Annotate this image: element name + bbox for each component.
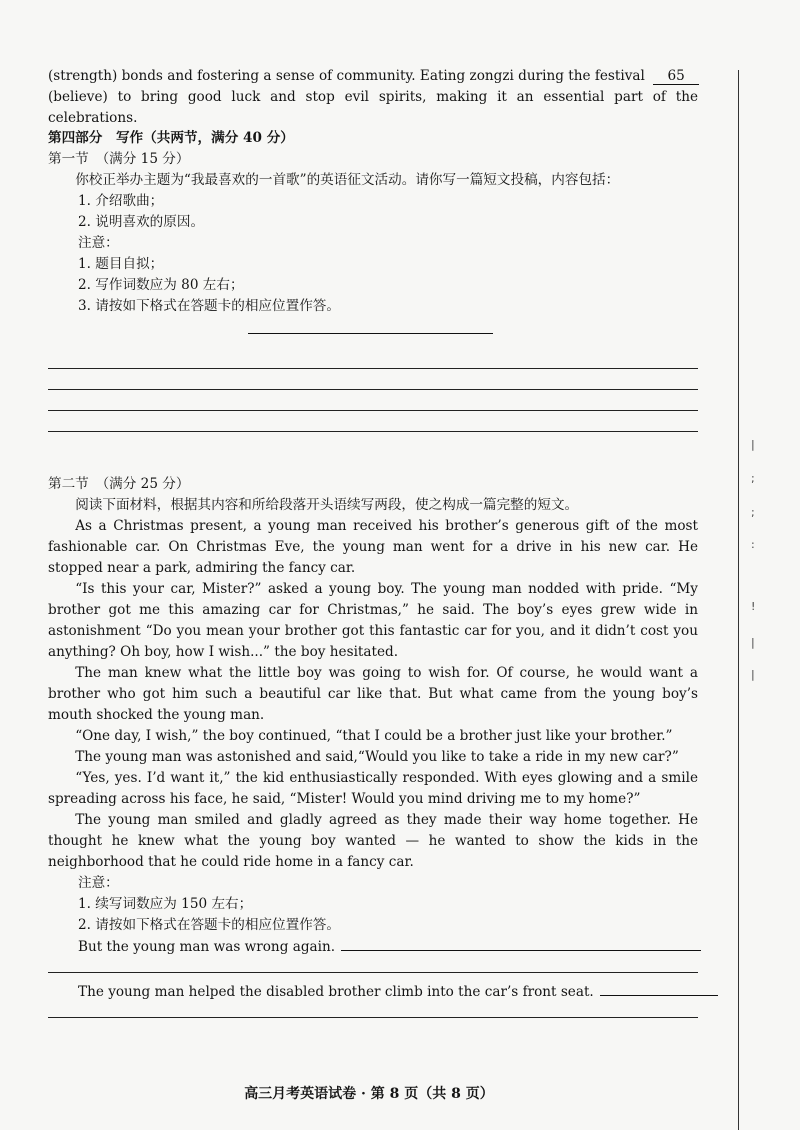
page-footer: 高三月考英语试卷 · 第 8 页（共 8 页） <box>244 1086 494 1102</box>
section2-heading: 第二节 （满分 25 分） <box>48 476 190 492</box>
story-paragraph: The young man smiled and gladly agreed as they made their way home together. He thought he knew what the young boy wanted — he wanted to show the kids in the neighborhood that he could ride home in a fancy car. <box>48 812 698 870</box>
reading-line-1: (strength) bonds and fostering a sense of community. Eating zongzi during the festival <box>48 68 645 84</box>
paragraph-start-1: But the young man was wrong again. <box>78 939 336 955</box>
notice-label: 注意： <box>78 875 119 891</box>
continuation-line[interactable] <box>600 981 718 996</box>
section1-item: 1. 介绍歌曲； <box>78 193 164 209</box>
margin-mark: ; <box>751 472 755 485</box>
margin-mark: | <box>751 636 755 649</box>
part4-heading: 第四部分 写作（共两节，满分 40 分） <box>48 130 294 146</box>
margin-mark: ; <box>751 506 755 519</box>
margin-mark: : <box>751 538 755 551</box>
section1-note: 3. 请按如下格式在答题卡的相应位置作答。 <box>78 298 340 314</box>
part4-writing <box>48 128 698 432</box>
section2-prompt: 阅读下面材料，根据其内容和所给段落开头语续写两段，使之构成一篇完整的短文。 <box>75 497 579 513</box>
continuation-line[interactable] <box>341 936 701 951</box>
margin-mark: | <box>751 668 755 681</box>
essay-writing-line[interactable] <box>48 348 698 369</box>
essay-writing-line[interactable] <box>48 369 698 390</box>
paragraph-start-2: The young man helped the disabled brother climb into the car’s front seat. <box>78 984 594 1000</box>
margin-mark: ! <box>751 600 756 613</box>
section2-note: 2. 请按如下格式在答题卡的相应位置作答。 <box>78 917 340 933</box>
reading-tail <box>48 66 698 129</box>
margin-mark: | <box>751 438 755 451</box>
section2-note: 1. 续写词数应为 150 左右； <box>78 896 253 912</box>
binding-line <box>738 70 739 1130</box>
continuation-writing-line[interactable] <box>48 958 698 973</box>
story-paragraph: “Is this your car, Mister?” asked a young boy. The young man nodded with pride. “My brother got me this amazing car for Christmas,” he said. The boy’s eyes grew wide in astonishment “Do you mean your brother got this fantastic car for you, and it didn’t cost you anything? Oh boy, how I wish...” the boy hesitated. <box>48 581 698 660</box>
essay-title-line[interactable] <box>248 333 493 334</box>
answer-blank-65[interactable]: 65 <box>653 68 699 85</box>
story-paragraph: The man knew what the little boy was going to wish for. Of course, he would want a brother who got him such a beautiful car like that. But what came from the young boy’s mouth shocked the young man. <box>48 665 698 723</box>
story-paragraph: “One day, I wish,” the boy continued, “that I could be a brother just like your brother.” <box>75 728 673 744</box>
notice-label: 注意： <box>78 235 119 251</box>
section1-prompt: 你校正举办主题为“我最喜欢的一首歌”的英语征文活动。请你写一篇短文投稿，内容包括： <box>75 172 620 188</box>
section1-note: 2. 写作词数应为 80 左右； <box>78 277 244 293</box>
story-paragraph: The young man was astonished and said,“Would you like to take a ride in my new car?” <box>75 749 679 765</box>
section2-continuation <box>48 474 698 1018</box>
section1-item: 2. 说明喜欢的原因。 <box>78 214 205 230</box>
section1-note: 1. 题目自拟； <box>78 256 164 272</box>
story-paragraph: “Yes, yes. I’d want it,” the kid enthusiastically responded. With eyes glowing and a smile spreading across his face, he said, “Mister! Would you mind driving me to my home?” <box>48 770 698 807</box>
continuation-writing-line[interactable] <box>48 1003 698 1018</box>
section1-heading: 第一节 （满分 15 分） <box>48 151 190 167</box>
essay-writing-line[interactable] <box>48 411 698 432</box>
story-paragraph: As a Christmas present, a young man received his brother’s generous gift of the most fashionable car. On Christmas Eve, the young man went for a drive in his new car. He stopped near a park, admiring the fancy car. <box>48 518 698 576</box>
reading-line-2: (believe) to bring good luck and stop evil spirits, making it an essential part of the celebrations. <box>48 89 698 126</box>
essay-writing-line[interactable] <box>48 390 698 411</box>
